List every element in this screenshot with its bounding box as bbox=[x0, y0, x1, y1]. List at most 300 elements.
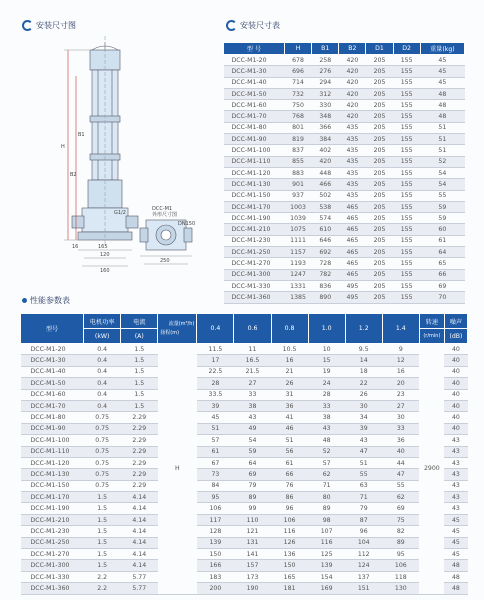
col-header: B2 bbox=[339, 43, 366, 55]
head-value-cell: 20 bbox=[382, 378, 419, 389]
table-cell: 51 bbox=[420, 134, 464, 145]
head-value-cell: 26 bbox=[345, 389, 382, 400]
model-cell: DCC-M1-110 bbox=[224, 156, 285, 167]
model-cell: DCC-M1-190 bbox=[224, 213, 285, 224]
table-row bbox=[21, 389, 468, 400]
table-cell: 205 bbox=[366, 167, 393, 178]
table-cell: 45 bbox=[420, 66, 464, 77]
table-row bbox=[21, 344, 468, 355]
table-cell: 155 bbox=[393, 213, 420, 224]
table-cell: 538 bbox=[312, 201, 339, 212]
table-row bbox=[21, 446, 468, 457]
head-value-cell: 52 bbox=[308, 446, 345, 457]
head-value-cell: 107 bbox=[308, 526, 345, 537]
table-cell: 205 bbox=[366, 280, 393, 291]
noise-cell: 43 bbox=[444, 435, 467, 446]
model-cell: DCC-M1-120 bbox=[21, 457, 84, 468]
head-value-cell: 98 bbox=[308, 514, 345, 525]
table-row bbox=[224, 134, 465, 145]
install-drawing-title: 安装尺寸图 bbox=[22, 20, 76, 31]
noise-cell: 45 bbox=[444, 537, 467, 548]
head-value-cell: 51 bbox=[271, 435, 308, 446]
model-cell: DCC-M1-230 bbox=[224, 235, 285, 246]
table-cell: 435 bbox=[339, 167, 366, 178]
table-cell: 465 bbox=[339, 213, 366, 224]
head-value-cell: 22 bbox=[345, 378, 382, 389]
table-cell: 678 bbox=[284, 55, 311, 66]
head-value-cell: 79 bbox=[345, 503, 382, 514]
head-value-cell: 28 bbox=[197, 378, 234, 389]
table-cell: 610 bbox=[312, 224, 339, 235]
table-cell: 205 bbox=[366, 77, 393, 88]
table-cell: 155 bbox=[393, 292, 420, 303]
table-cell: 728 bbox=[312, 258, 339, 269]
head-value-cell: 33 bbox=[382, 423, 419, 434]
col-header: B1 bbox=[312, 43, 339, 55]
head-value-cell: 75 bbox=[382, 514, 419, 525]
table-cell: 901 bbox=[284, 179, 311, 190]
table-row bbox=[21, 537, 468, 548]
current-cell: 2.29 bbox=[121, 423, 158, 434]
power-cell: 0.4 bbox=[84, 400, 121, 411]
head-value-cell: 61 bbox=[197, 446, 234, 457]
col-header-flow: 1.2 bbox=[345, 314, 382, 344]
head-value-cell: 79 bbox=[234, 480, 271, 491]
power-cell: 2.2 bbox=[84, 571, 121, 582]
model-cell: DCC-M1-360 bbox=[224, 292, 285, 303]
table-cell: 205 bbox=[366, 100, 393, 111]
table-cell: 205 bbox=[366, 247, 393, 258]
head-value-cell: 39 bbox=[345, 423, 382, 434]
head-value-cell: 47 bbox=[382, 469, 419, 480]
table-cell: 1075 bbox=[284, 224, 311, 235]
col-header-flow: 0.6 bbox=[234, 314, 271, 344]
head-value-cell: 55 bbox=[382, 480, 419, 491]
head-value-cell: 110 bbox=[234, 514, 271, 525]
head-value-cell: 154 bbox=[308, 571, 345, 582]
model-cell: DCC-M1-30 bbox=[21, 355, 84, 366]
head-value-cell: 128 bbox=[197, 526, 234, 537]
head-value-cell: 44 bbox=[382, 457, 419, 468]
model-cell: DCC-M1-50 bbox=[21, 378, 84, 389]
head-value-cell: 40 bbox=[382, 446, 419, 457]
table-cell: 51 bbox=[420, 122, 464, 133]
noise-cell: 43 bbox=[444, 446, 467, 457]
current-cell: 2.29 bbox=[121, 480, 158, 491]
head-value-cell: 96 bbox=[271, 503, 308, 514]
table-row bbox=[224, 190, 465, 201]
table-cell: 45 bbox=[420, 55, 464, 66]
table-cell: 435 bbox=[339, 134, 366, 145]
c-bullet-icon bbox=[22, 20, 33, 31]
head-value-cell: 150 bbox=[271, 560, 308, 571]
table-cell: 55 bbox=[420, 190, 464, 201]
table-cell: 205 bbox=[366, 258, 393, 269]
table-cell: 205 bbox=[366, 179, 393, 190]
power-cell: 1.5 bbox=[84, 549, 121, 560]
model-cell: DCC-M1-230 bbox=[21, 526, 84, 537]
head-value-cell: 62 bbox=[308, 469, 345, 480]
head-value-cell: 73 bbox=[197, 469, 234, 480]
head-value-cell: 130 bbox=[382, 583, 419, 594]
table-cell: 48 bbox=[420, 100, 464, 111]
table-cell: 768 bbox=[284, 111, 311, 122]
current-cell: 4.14 bbox=[121, 503, 158, 514]
power-cell: 0.4 bbox=[84, 366, 121, 377]
table-row bbox=[21, 378, 468, 389]
table-cell: 155 bbox=[393, 179, 420, 190]
head-value-cell: 57 bbox=[197, 435, 234, 446]
col-header-flow: 0.4 bbox=[197, 314, 234, 344]
head-value-cell: 69 bbox=[382, 503, 419, 514]
table-cell: 51 bbox=[420, 145, 464, 156]
table-cell: 59 bbox=[420, 201, 464, 212]
model-cell: DCC-M1-170 bbox=[21, 492, 84, 503]
current-cell: 1.5 bbox=[121, 366, 158, 377]
head-value-cell: 30 bbox=[382, 412, 419, 423]
head-value-cell: 19 bbox=[308, 366, 345, 377]
table-cell: 465 bbox=[339, 201, 366, 212]
head-value-cell: 95 bbox=[382, 549, 419, 560]
table-cell: 60 bbox=[420, 224, 464, 235]
table-cell: 435 bbox=[339, 156, 366, 167]
head-value-cell: 87 bbox=[345, 514, 382, 525]
head-value-cell: 26 bbox=[271, 378, 308, 389]
head-value-cell: 49 bbox=[234, 423, 271, 434]
head-symbol-cell: H bbox=[158, 344, 197, 595]
table-cell: 465 bbox=[339, 269, 366, 280]
col-header-power-unit: (kW) bbox=[84, 329, 121, 344]
table-cell: 782 bbox=[312, 269, 339, 280]
model-cell: DCC-M1-80 bbox=[224, 122, 285, 133]
col-header-flow-head bbox=[158, 314, 197, 344]
table-row bbox=[224, 213, 465, 224]
table-cell: 155 bbox=[393, 269, 420, 280]
head-value-cell: 89 bbox=[308, 503, 345, 514]
table-row bbox=[21, 503, 468, 514]
head-value-cell: 76 bbox=[271, 480, 308, 491]
table-cell: 48 bbox=[420, 111, 464, 122]
table-cell: 732 bbox=[284, 88, 311, 99]
head-value-cell: 10 bbox=[308, 344, 345, 355]
table-cell: 155 bbox=[393, 122, 420, 133]
table-row bbox=[224, 235, 465, 246]
head-value-cell: 56 bbox=[271, 446, 308, 457]
model-cell: DCC-M1-210 bbox=[21, 514, 84, 525]
col-header-speed: 转速 bbox=[419, 314, 444, 329]
power-cell: 0.75 bbox=[84, 435, 121, 446]
head-value-cell: 43 bbox=[234, 412, 271, 423]
head-value-cell: 22.5 bbox=[197, 366, 234, 377]
head-value-cell: 28 bbox=[308, 389, 345, 400]
head-value-cell: 64 bbox=[234, 457, 271, 468]
head-value-cell: 21 bbox=[271, 366, 308, 377]
head-value-cell: 18 bbox=[345, 366, 382, 377]
head-value-cell: 33.5 bbox=[197, 389, 234, 400]
c-bullet-icon bbox=[226, 20, 237, 31]
current-cell: 4.14 bbox=[121, 514, 158, 525]
col-header-power: 电机功率 bbox=[84, 314, 121, 329]
head-value-cell: 12 bbox=[382, 355, 419, 366]
model-cell: DCC-M1-330 bbox=[21, 571, 84, 582]
model-cell: DCC-M1-330 bbox=[224, 280, 285, 291]
table-cell: 574 bbox=[312, 213, 339, 224]
table-cell: 155 bbox=[393, 66, 420, 77]
model-cell: DCC-M1-30 bbox=[224, 66, 285, 77]
table-row bbox=[224, 167, 465, 178]
table-cell: 348 bbox=[312, 111, 339, 122]
model-cell: DCC-M1-130 bbox=[224, 179, 285, 190]
model-cell: DCC-M1-300 bbox=[224, 269, 285, 280]
dim-label: DN150 bbox=[178, 221, 196, 227]
head-value-cell: 48 bbox=[308, 435, 345, 446]
table-cell: 155 bbox=[393, 247, 420, 258]
table-cell: 205 bbox=[366, 269, 393, 280]
head-value-cell: 36 bbox=[271, 400, 308, 411]
bullet-icon bbox=[22, 298, 27, 303]
table-cell: 1247 bbox=[284, 269, 311, 280]
head-value-cell: 30 bbox=[345, 400, 382, 411]
head-value-cell: 38 bbox=[308, 412, 345, 423]
table-header-row bbox=[21, 314, 468, 329]
head-value-cell: 106 bbox=[197, 503, 234, 514]
head-value-cell: 33 bbox=[308, 400, 345, 411]
head-value-cell: 43 bbox=[345, 435, 382, 446]
power-cell: 1.5 bbox=[84, 514, 121, 525]
table-cell: 495 bbox=[339, 280, 366, 291]
head-value-cell: 121 bbox=[234, 526, 271, 537]
noise-cell: 40 bbox=[444, 400, 467, 411]
table-row bbox=[21, 457, 468, 468]
table-row bbox=[224, 145, 465, 156]
table-cell: 465 bbox=[339, 235, 366, 246]
current-cell: 4.14 bbox=[121, 549, 158, 560]
dim-label: 165 bbox=[98, 244, 108, 250]
power-cell: 2.2 bbox=[84, 583, 121, 594]
model-cell: DCC-M1-130 bbox=[21, 469, 84, 480]
noise-cell: 43 bbox=[444, 503, 467, 514]
model-cell: DCC-M1-100 bbox=[224, 145, 285, 156]
model-cell: DCC-M1-360 bbox=[21, 583, 84, 594]
table-cell: 52 bbox=[420, 156, 464, 167]
table-cell: 465 bbox=[339, 247, 366, 258]
head-value-cell: 139 bbox=[197, 537, 234, 548]
power-cell: 0.4 bbox=[84, 378, 121, 389]
current-cell: 2.29 bbox=[121, 446, 158, 457]
table-row bbox=[224, 111, 465, 122]
performance-table bbox=[20, 313, 468, 595]
table-cell: 155 bbox=[393, 258, 420, 269]
head-value-cell: 66 bbox=[271, 469, 308, 480]
head-value-cell: 38 bbox=[234, 400, 271, 411]
install-table-title: 安装尺寸表 bbox=[226, 20, 280, 31]
table-cell: 1385 bbox=[284, 292, 311, 303]
table-cell: 155 bbox=[393, 77, 420, 88]
model-cell: DCC-M1-90 bbox=[224, 134, 285, 145]
power-cell: 1.5 bbox=[84, 560, 121, 571]
head-value-cell: 137 bbox=[345, 571, 382, 582]
dim-label: 160 bbox=[100, 268, 110, 274]
model-cell: DCC-M1-300 bbox=[21, 560, 84, 571]
table-cell: 420 bbox=[312, 156, 339, 167]
table-row bbox=[21, 549, 468, 560]
head-value-cell: 82 bbox=[382, 526, 419, 537]
head-value-cell: 165 bbox=[271, 571, 308, 582]
model-cell: DCC-M1-210 bbox=[224, 224, 285, 235]
head-value-cell: 125 bbox=[308, 549, 345, 560]
table-cell: 819 bbox=[284, 134, 311, 145]
current-cell: 1.5 bbox=[121, 400, 158, 411]
head-value-cell: 71 bbox=[345, 492, 382, 503]
head-value-cell: 183 bbox=[197, 571, 234, 582]
col-header: 型 号 bbox=[224, 43, 285, 55]
model-cell: DCC-M1-70 bbox=[21, 400, 84, 411]
table-cell: 48 bbox=[420, 88, 464, 99]
head-value-cell: 61 bbox=[271, 457, 308, 468]
table-cell: 692 bbox=[312, 247, 339, 258]
table-row bbox=[21, 571, 468, 582]
head-value-cell: 54 bbox=[234, 435, 271, 446]
table-cell: 1193 bbox=[284, 258, 311, 269]
table-cell: 937 bbox=[284, 190, 311, 201]
table-cell: 205 bbox=[366, 134, 393, 145]
table-cell: 258 bbox=[312, 55, 339, 66]
table-cell: 155 bbox=[393, 235, 420, 246]
table-cell: 276 bbox=[312, 66, 339, 77]
head-value-cell: 124 bbox=[345, 560, 382, 571]
model-cell: DCC-M1-250 bbox=[21, 537, 84, 548]
table-row bbox=[21, 469, 468, 480]
table-cell: 435 bbox=[339, 122, 366, 133]
head-value-cell: 14 bbox=[345, 355, 382, 366]
head-value-cell: 89 bbox=[234, 492, 271, 503]
head-value-cell: 31 bbox=[271, 389, 308, 400]
head-value-cell: 166 bbox=[197, 560, 234, 571]
head-value-cell: 55 bbox=[345, 469, 382, 480]
table-cell: 466 bbox=[312, 179, 339, 190]
table-cell: 155 bbox=[393, 224, 420, 235]
noise-cell: 43 bbox=[444, 457, 467, 468]
power-cell: 0.4 bbox=[84, 389, 121, 400]
table-row bbox=[224, 77, 465, 88]
head-value-cell: 99 bbox=[234, 503, 271, 514]
table-cell: 1157 bbox=[284, 247, 311, 258]
table-cell: 1331 bbox=[284, 280, 311, 291]
table-cell: 402 bbox=[312, 145, 339, 156]
table-row bbox=[21, 366, 468, 377]
noise-cell: 43 bbox=[444, 480, 467, 491]
head-value-cell: 126 bbox=[271, 537, 308, 548]
model-cell: DCC-M1-150 bbox=[21, 480, 84, 491]
noise-cell: 45 bbox=[444, 526, 467, 537]
head-value-cell: 139 bbox=[308, 560, 345, 571]
head-value-cell: 136 bbox=[271, 549, 308, 560]
table-cell: 696 bbox=[284, 66, 311, 77]
head-value-cell: 62 bbox=[382, 492, 419, 503]
head-value-cell: 71 bbox=[308, 480, 345, 491]
table-cell: 45 bbox=[420, 77, 464, 88]
table-cell: 64 bbox=[420, 247, 464, 258]
table-row bbox=[21, 526, 468, 537]
table-cell: 65 bbox=[420, 258, 464, 269]
current-cell: 2.29 bbox=[121, 469, 158, 480]
head-value-cell: 151 bbox=[345, 583, 382, 594]
dim-label: G1/2 bbox=[114, 210, 126, 216]
col-header-current: 电流 bbox=[121, 314, 158, 329]
table-cell: 448 bbox=[312, 167, 339, 178]
detail-sublabel: 外形尺寸图 bbox=[152, 212, 178, 218]
table-header-row bbox=[224, 43, 465, 55]
table-row bbox=[21, 492, 468, 503]
table-cell: 420 bbox=[339, 55, 366, 66]
noise-cell: 40 bbox=[444, 378, 467, 389]
table-row bbox=[224, 179, 465, 190]
table-cell: 646 bbox=[312, 235, 339, 246]
install-dimension-table bbox=[223, 42, 465, 304]
table-row bbox=[224, 156, 465, 167]
head-value-cell: 34 bbox=[345, 412, 382, 423]
head-value-cell: 181 bbox=[271, 583, 308, 594]
head-value-cell: 10.5 bbox=[271, 344, 308, 355]
head-value-cell: 106 bbox=[382, 560, 419, 571]
noise-cell: 45 bbox=[444, 514, 467, 525]
head-value-cell: 45 bbox=[197, 412, 234, 423]
model-cell: DCC-M1-150 bbox=[224, 190, 285, 201]
table-cell: 59 bbox=[420, 213, 464, 224]
head-value-cell: 27 bbox=[382, 400, 419, 411]
table-row bbox=[21, 480, 468, 491]
model-cell: DCC-M1-190 bbox=[21, 503, 84, 514]
head-value-cell: 131 bbox=[234, 537, 271, 548]
table-row bbox=[21, 583, 468, 594]
noise-cell: 45 bbox=[444, 549, 467, 560]
head-value-cell: 84 bbox=[197, 480, 234, 491]
noise-cell: 40 bbox=[444, 389, 467, 400]
pump-technical-drawing bbox=[28, 36, 208, 281]
model-cell: DCC-M1-270 bbox=[224, 258, 285, 269]
head-value-cell: 117 bbox=[197, 514, 234, 525]
current-cell: 4.14 bbox=[121, 526, 158, 537]
model-cell: DCC-M1-90 bbox=[21, 423, 84, 434]
head-value-cell: 11.5 bbox=[197, 344, 234, 355]
head-value-cell: 157 bbox=[234, 560, 271, 571]
table-cell: 205 bbox=[366, 111, 393, 122]
head-value-cell: 200 bbox=[197, 583, 234, 594]
table-cell: 750 bbox=[284, 100, 311, 111]
col-header-noise: 噪声 bbox=[444, 314, 467, 329]
speed-cell: 2900 bbox=[419, 344, 444, 595]
table-cell: 155 bbox=[393, 201, 420, 212]
head-value-cell: 89 bbox=[382, 537, 419, 548]
power-cell: 0.75 bbox=[84, 469, 121, 480]
table-cell: 54 bbox=[420, 167, 464, 178]
col-header-model: 型号 bbox=[21, 314, 84, 344]
noise-cell: 48 bbox=[444, 560, 467, 571]
model-cell: DCC-M1-100 bbox=[21, 435, 84, 446]
current-cell: 5.77 bbox=[121, 583, 158, 594]
current-cell: 2.29 bbox=[121, 457, 158, 468]
table-row bbox=[224, 258, 465, 269]
table-cell: 155 bbox=[393, 55, 420, 66]
noise-cell: 43 bbox=[444, 492, 467, 503]
current-cell: 2.29 bbox=[121, 435, 158, 446]
table-cell: 294 bbox=[312, 77, 339, 88]
table-row bbox=[224, 88, 465, 99]
power-cell: 0.75 bbox=[84, 480, 121, 491]
dim-label: 250 bbox=[160, 258, 170, 264]
table-cell: 855 bbox=[284, 156, 311, 167]
model-cell: DCC-M1-60 bbox=[21, 389, 84, 400]
